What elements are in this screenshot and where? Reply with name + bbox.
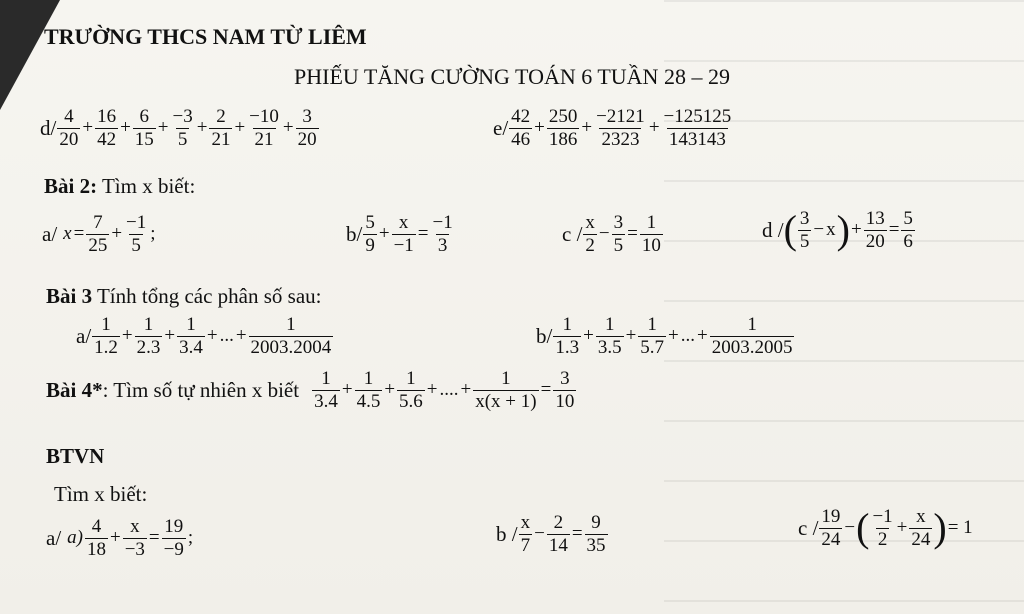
bai4 [46, 368, 577, 413]
btvn-b: b / $\frac{x}{7}$ − $\frac{2}{14}$ = $\frac{9}{35}$ [496, 512, 606, 556]
operator: + [196, 117, 208, 139]
fraction: $\frac{19}{24}$ [821, 506, 841, 550]
fraction: $\frac{-1}{5}$ [126, 212, 147, 256]
operator: + [625, 325, 637, 347]
operator: ... [219, 325, 234, 347]
operator: + [460, 379, 472, 401]
operator: + [648, 117, 660, 139]
btvn-a: a/ a) $\frac{4}{18}$ + $\frac{x}{-3}$ = $\frac{19}{-9}$ ; [46, 516, 194, 560]
exercise-d [40, 106, 320, 151]
fraction: $\frac{-1}{2}$ [872, 506, 893, 550]
fraction: $\frac{-1}{3}$ [432, 212, 453, 256]
exercise-e-expression [508, 106, 734, 151]
fraction: $\frac{4}{18}$ [86, 516, 106, 560]
fraction: $\frac{2}{21}$ [211, 106, 231, 150]
fraction: $\frac{1}{2003.2005}$ [711, 314, 793, 358]
fraction: $\frac{1}{10}$ [641, 212, 661, 256]
fraction: $\frac{19}{-9}$ [163, 516, 184, 560]
fraction: $\frac{1}{5.7}$ [640, 314, 665, 358]
fraction: $\frac{-125125}{143143}$ [663, 106, 732, 150]
bai3-a [76, 314, 334, 359]
fraction: $\frac{x}{-1}$ [393, 212, 414, 256]
bai3-heading [46, 284, 322, 309]
operator: + [235, 325, 247, 347]
btvn-b-label: b / [496, 521, 518, 546]
exercise-d-label: d/ [40, 115, 57, 140]
bai2-b: b/ $\frac{5}{9}$ + $\frac{x}{-1}$ = $\frac{-1}{3}$ [346, 212, 453, 256]
fraction: $\frac{x}{24}$ [911, 506, 931, 550]
operator: + [581, 117, 593, 139]
bai2-instruction: Tìm x biết: [97, 174, 196, 198]
fraction: $\frac{1}{3.5}$ [597, 314, 622, 358]
btvn-instruction: Tìm x biết: [54, 482, 148, 506]
bai2-b-label: b/ [346, 221, 363, 246]
operator: = [540, 379, 552, 401]
bai4-equation [311, 368, 577, 413]
operator: + [534, 117, 545, 139]
school-name: TRƯỜNG THCS NAM TỪ LIÊM [44, 24, 367, 49]
operator: + [157, 117, 169, 139]
bai2-a-label: a/ [42, 221, 58, 246]
operator: + [583, 325, 594, 347]
bai3-a-sum [91, 314, 334, 359]
worksheet-title: PHIẾU TĂNG CƯỜNG TOÁN 6 TUẦN 28 – 29 [294, 64, 730, 89]
fraction: $\frac{1}{5.6}$ [399, 368, 423, 412]
fraction: $\frac{1}{3.4}$ [314, 368, 338, 412]
bai3-b [536, 314, 795, 359]
exercise-d-expression [56, 106, 319, 151]
bai3-a-label: a/ [76, 323, 92, 348]
bai2-c-label: c / [562, 221, 583, 246]
fraction: $\frac{16}{42}$ [97, 106, 117, 150]
fraction: $\frac{3}{5}$ [799, 208, 810, 252]
btvn-c: c / $\frac{19}{24}$ − ( $\frac{-1}{2}$ + $\frac{x}{24}$ ) = 1 [798, 505, 973, 551]
fraction: $\frac{3}{10}$ [555, 368, 575, 412]
fraction: $\frac{1}{x(x + 1)}$ [475, 368, 537, 412]
operator: + [426, 379, 438, 401]
fraction: $\frac{x}{2}$ [585, 212, 595, 256]
operator: + [82, 117, 94, 139]
exercise-e [493, 106, 734, 151]
operator: ... [680, 325, 695, 347]
bai3-instruction: Tính tổng các phân số sau: [92, 284, 322, 308]
fraction: $\frac{1}{1.3}$ [555, 314, 580, 358]
fraction: $\frac{1}{1.2}$ [94, 314, 118, 358]
fraction: $\frac{x}{7}$ [520, 512, 531, 556]
operator: + [668, 325, 679, 347]
bai2-d: d / ( $\frac{3}{5}$ − x ) + $\frac{13}{20}$ = $\frac{5}{6}$ [762, 207, 913, 253]
equals-sign: = [73, 223, 85, 245]
operator: + [282, 117, 294, 139]
fraction: $\frac{1}{4.5}$ [356, 368, 381, 412]
fraction: $\frac{x}{-3}$ [124, 516, 145, 560]
bai4-heading: Bài 4*: Tìm số tự nhiên x biết [46, 377, 300, 402]
fraction: $\frac{42}{46}$ [511, 106, 531, 150]
operator: + [234, 117, 246, 139]
var-x: x [63, 223, 72, 245]
fraction: $\frac{5}{9}$ [365, 212, 375, 256]
fraction: $\frac{1}{3.4}$ [179, 314, 203, 358]
bai2-heading [44, 174, 195, 199]
bai3-b-label: b/ [536, 323, 553, 348]
bai2-c: c / $\frac{x}{2}$ − $\frac{3}{5}$ = $\frac{1}{10}$ [562, 212, 661, 256]
fraction: $\frac{-10}{21}$ [249, 106, 279, 150]
fraction: $\frac{9}{35}$ [586, 512, 606, 556]
fraction: $\frac{13}{20}$ [865, 208, 885, 252]
btvn-heading: BTVN [46, 444, 105, 468]
operator: + [341, 379, 353, 401]
operator: + [121, 325, 133, 347]
operator: .... [439, 379, 459, 401]
btvn-a-label: a/ [46, 525, 62, 550]
fraction: $\frac{1}{2003.2004}$ [250, 314, 332, 358]
fraction: $\frac{7}{25}$ [88, 212, 108, 256]
bai3-number: Bài 3 [46, 284, 93, 308]
fraction: $\frac{4}{20}$ [59, 106, 79, 150]
bai2-a: a/ x = $\frac{7}{25}$ + $\frac{-1}{5}$ ; [42, 212, 156, 256]
operator: + [120, 117, 131, 139]
bai2-d-label: d / [762, 217, 784, 242]
fraction: $\frac{1}{2.3}$ [136, 314, 161, 358]
operator: + [384, 379, 396, 401]
fraction: $\frac{2}{14}$ [548, 512, 568, 556]
operator: + [206, 325, 218, 347]
fraction: $\frac{3}{20}$ [297, 106, 317, 150]
fraction: $\frac{5}{6}$ [903, 208, 913, 252]
fraction: $\frac{3}{5}$ [613, 212, 624, 256]
btvn-c-label: c / [798, 515, 819, 540]
fraction: $\frac{-3}{5}$ [172, 106, 193, 150]
operator: + [164, 325, 176, 347]
fraction: $\frac{6}{15}$ [134, 106, 154, 150]
bai3-b-sum [552, 314, 795, 359]
exercise-e-label: e/ [493, 115, 509, 140]
fraction: $\frac{-2121}{2323}$ [596, 106, 645, 150]
page-corner-shadow [0, 0, 60, 110]
bai2-number: Bài 2: [44, 174, 98, 198]
fraction: $\frac{250}{186}$ [548, 106, 578, 150]
operator: + [697, 325, 708, 347]
